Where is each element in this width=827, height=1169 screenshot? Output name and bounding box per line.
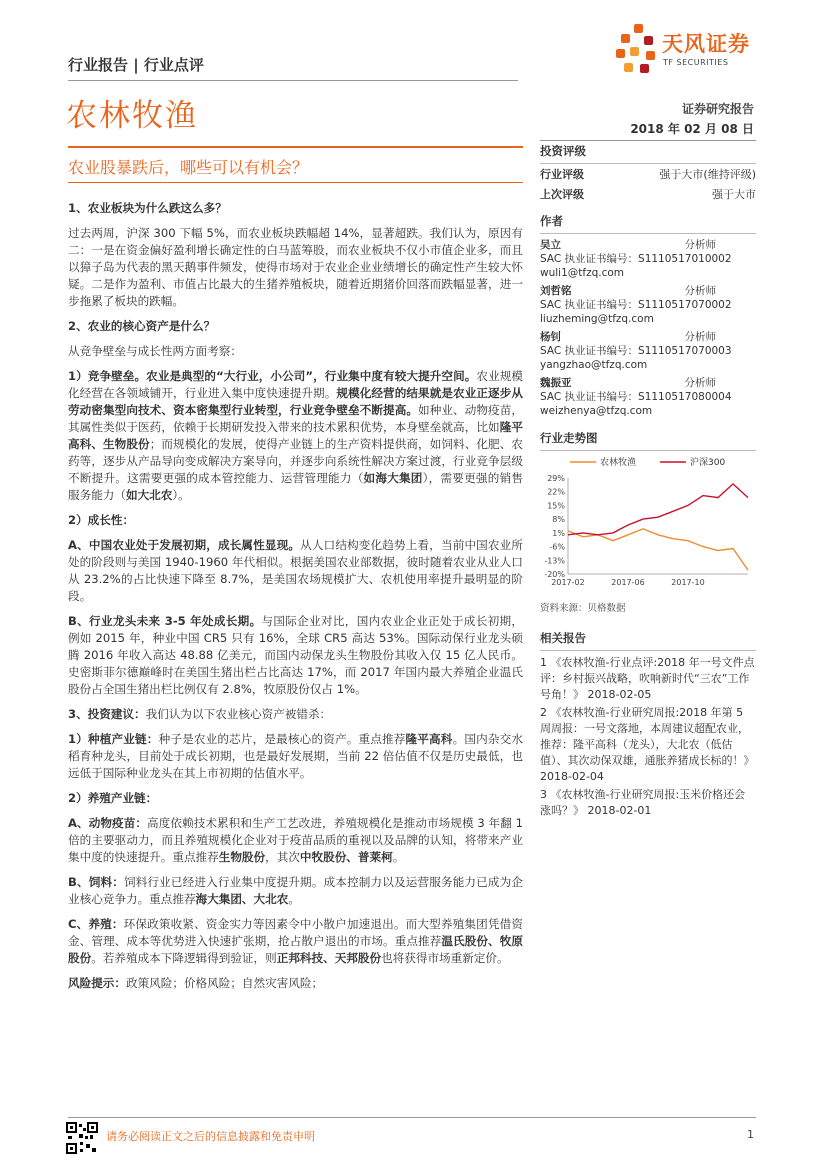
author-section: [540, 213, 756, 418]
bold-text: 风险提示：: [68, 976, 126, 990]
rating-row: [540, 164, 756, 184]
related-report-link[interactable]: 1 《农林牧渔-行业点评:2018 年一号文件点评：乡村振兴战略，吹响新时代“三农”工作号角！》 2018-02-05: [540, 656, 755, 701]
bold-text: 如大北农: [125, 488, 173, 502]
related-report-link[interactable]: 2 《农林牧渔-行业研究周报:2018 年第 5 周周报：一号文落地，本周建议超配农业，推荐：隆平高科（龙头），大北农（低估值）、其次动保双雄，通胀养猪成长标的！》 2018-02-04: [540, 706, 755, 783]
trend-heading: 行业走势图: [540, 431, 598, 445]
author-name: 刘哲铭: [540, 285, 572, 297]
report-date: 2018 年 02 月 08 日: [630, 122, 754, 136]
text: 从人口结构变化趋势上看，当前中国农业所处的阶段则与美国 1940-1960 年代相似。根据美国农业部数据，彼时随着农业从业人口从 23.2%的占比快速下降至 8.7%，是美国农场规模扩大、农机使用率提升最明显的阶段。: [68, 538, 523, 603]
author-email[interactable]: liuzheming@tfzq.com: [540, 313, 654, 325]
author-role: 分析师: [684, 285, 716, 297]
author: [540, 376, 756, 418]
bold-text: 如海大集团: [363, 471, 423, 485]
author-email[interactable]: weizhenya@tfzq.com: [540, 405, 653, 417]
y-tick-label: -6%: [549, 542, 565, 552]
text: 饲料行业已经进入行业集中度提升期。成本控制力以及运营服务能力已成为企业核心竞争力。重点推荐: [68, 875, 523, 906]
bold-text: 隆平高科、生物股份: [68, 420, 523, 451]
text: 。: [288, 892, 300, 906]
bold-text: B、行业龙头未来 3-5 年处成长期。: [68, 614, 262, 628]
bold-text: 中牧股份、普莱柯: [299, 850, 393, 864]
bold-text: B、饲料：: [68, 875, 124, 889]
author-email[interactable]: yangzhao@tfzq.com: [540, 359, 648, 371]
text: 。若养殖成本下降逻辑得到验证，则: [91, 951, 277, 965]
author-name: 吴立: [540, 239, 561, 251]
qr-code-icon: [66, 1122, 98, 1154]
bold-text: 隆平高科: [405, 732, 453, 746]
paragraph: [68, 916, 523, 967]
text: ）。: [172, 488, 190, 502]
related-heading: 相关报告: [540, 631, 586, 645]
author-email[interactable]: wuli1@tfzq.com: [540, 267, 625, 279]
section-heading: 2、农业的核心资产是什么？: [68, 319, 216, 333]
rating-section: [540, 143, 756, 204]
text: ），需要更强的销售服务能力（: [68, 471, 523, 502]
author-cert: SAC 执业证书编号：S1110517070003: [540, 345, 732, 357]
sidebar-rule: [540, 140, 756, 141]
title-bottom-rule: [68, 182, 523, 183]
x-tick-label: 2017-06: [611, 578, 645, 587]
text: 农业规模化经营在各领域铺开，行业进入集中度快速提升期。: [68, 369, 523, 400]
bold-text: 正邦科技、天邦股份: [276, 951, 382, 965]
doc-type: 行业报告 | 行业点评: [68, 56, 204, 74]
text: 。: [392, 850, 405, 864]
text: ；而规模化的发展，使得产业链上的生产资料提供商，如饲料、化肥、农药等，逐步从产品导向变成解决方案导向，并逐步向系统性解决方案过渡，行业竞争层级不断提升。这需要更强的成本管控能力、运营管理能力（: [68, 437, 523, 485]
y-tick-label: 15%: [547, 501, 565, 511]
sector-title: 农林牧渔: [66, 98, 198, 134]
bold-text: 1）种植产业链：: [68, 732, 159, 746]
tf-logo-icon: [612, 22, 660, 78]
paragraph: [68, 975, 523, 992]
y-tick-label: 1%: [552, 528, 565, 538]
rating-value: 强于大市(维持评级): [659, 168, 756, 181]
author-role: 分析师: [684, 331, 716, 343]
paragraph: [68, 537, 523, 605]
sub-heading: 2）成长性：: [68, 513, 135, 527]
text: 我们认为以下农业核心资产被错杀：: [145, 707, 332, 721]
x-tick-label: 2017-10: [671, 578, 705, 587]
related-section: [540, 630, 756, 821]
author-heading: 作者: [540, 214, 563, 228]
paragraph: [68, 368, 523, 504]
author-role: 分析师: [684, 239, 716, 251]
bold-text: A、动物疫苗：: [68, 816, 148, 830]
y-tick-label: -20%: [544, 570, 565, 579]
paragraph: 过去两周，沪深 300 下幅 5%，而农业板块跌幅超 14%，显著超跌。我们认为，原因有二：一是在资金偏好盈利增长确定性的白马蓝筹股，而农业板块不仅小市值企业多，而且以獐子岛为代表的黑天鹅事件频发，使得市场对于农业企业业绩增长的确定性产生较大怀疑。二是作为盈利、市值占比最大的生猪养殖板块，随着近期猪价回落而跌幅显著，进一步拖累了板块的跌幅。: [68, 226, 523, 308]
rating-row: [540, 184, 756, 204]
author-name: 魏振亚: [540, 377, 572, 389]
paragraph: 从竞争壁垒与成长性两方面考察：: [68, 344, 242, 358]
author-cert: SAC 执业证书编号：S1110517010002: [540, 253, 732, 265]
logo-text-en: TF SECURITIES: [663, 58, 729, 67]
trend-chart: [540, 452, 756, 592]
text: 政策风险；价格风险；自然灾害风险；: [125, 976, 324, 990]
x-tick-label: 2017-02: [551, 578, 585, 587]
report-title: 农业股暴跌后，哪些可以有机会？: [68, 158, 309, 177]
sub-heading: 2）养殖产业链：: [68, 791, 158, 805]
disclaimer-note: 请务必阅读正文之后的信息披露和免责申明: [106, 1130, 315, 1143]
trend-section: [540, 430, 756, 451]
rating-label: 上次评级: [540, 188, 584, 201]
bold-text: 规模化经营的结果就是农业正逐步从劳动密集型向技术、资本密集型行业转型，行业竞争壁垒不断提高。: [68, 386, 523, 417]
rating-label: 行业评级: [540, 168, 584, 181]
report-label: 证券研究报告: [681, 102, 754, 116]
text: ，其次: [265, 850, 300, 864]
author: [540, 238, 756, 280]
author-cert: SAC 执业证书编号：S1110517080004: [540, 391, 732, 403]
paragraph: [68, 874, 523, 908]
footer-rule: [68, 1117, 756, 1118]
logo-text: 天风证券: [662, 32, 750, 56]
text: 也将获得市场重新定价。: [381, 951, 509, 965]
y-tick-label: -13%: [544, 556, 565, 566]
author-role: 分析师: [684, 377, 716, 389]
y-tick-label: 22%: [547, 487, 565, 497]
paragraph: [68, 613, 523, 698]
text: 与国际企业对比，国内农业企业正处于成长初期，例如 2015 年，种业中国 CR5 只有 16%，全球 CR5 高达 53%。国际动保行业龙头硕腾 2016 年收入高达 48.88 亿美元，而国内动保龙头生物股份其收入仅 15 亿人民币。史密斯菲尔德巅峰时在美国生猪出栏占比高达 17%，而 2017 年国内最大养殖企业温氏股份占全国生猪出栏比例仅有 2.8%，牧原股份仅占 1%。: [68, 614, 523, 696]
series-line: [568, 484, 748, 535]
rating-heading: 投资评级: [540, 144, 586, 158]
bold-text: 生物股份: [218, 850, 266, 864]
author: [540, 284, 756, 326]
rating-value: 强于大市: [712, 188, 756, 201]
text: 种子是农业的芯片，是最核心的资产。重点推荐: [158, 732, 406, 746]
bold-text: C、养殖：: [68, 917, 124, 931]
bold-text: 海大集团、大北农: [195, 892, 289, 906]
title-top-rule: [68, 146, 523, 148]
author-cert: SAC 执业证书编号：S1110517070002: [540, 299, 732, 311]
main-body: [68, 200, 523, 1000]
related-report-link[interactable]: 3 《农林牧渔-行业研究周报:玉米价格还会涨吗？》 2018-02-01: [540, 788, 746, 817]
header-divider: [68, 80, 518, 81]
legend-label: 沪深300: [690, 458, 726, 468]
author-name: 杨钊: [540, 331, 561, 343]
bold-text: A、中国农业处于发展初期，成长属性显现。: [68, 538, 301, 552]
page-number: 1: [747, 1128, 754, 1141]
paragraph: [68, 731, 523, 782]
text: 。国内杂交水稻育种龙头，目前处于成长初期，也是最好发展期，当前 22 倍估值不仅是历史最低，也远低于国际种业龙头在其上市初期的估值水平。: [68, 732, 523, 780]
section-heading: 1、农业板块为什么跌这么多？: [68, 201, 227, 215]
y-tick-label: 8%: [552, 515, 565, 525]
bold-text: 温氏股份、牧原股份: [68, 934, 523, 965]
bold-text: 3、投资建议：: [68, 707, 146, 721]
paragraph: [68, 815, 523, 866]
text: 环保政策收紧、资金实力等因素令中小散户加速退出。而大型养殖集团凭借资金、管理、成本等优势进入快速扩张期，抢占散户退出的市场。重点推荐: [68, 917, 523, 948]
text: 高度依赖技术累积和生产工艺改进，养殖规模化是推动市场规模 3 年翻 1 倍的主要驱动力，而且养殖规模化企业对于疫苗品质的重视以及品牌的认知，将带来产业集中度的快速提升。重点推荐: [68, 816, 523, 864]
chart-source: 资料来源：贝格数据: [540, 603, 626, 614]
bold-text: 1）竞争壁垒。农业是典型的“大行业，小公司”，行业集中度有较大提升空间。: [68, 369, 477, 383]
text: 如种业、动物疫苗，其属性类似于医药，依赖于长期研发投入带来的技术累积优势，本身壁垒就高，比如: [68, 403, 523, 434]
paragraph: [68, 706, 523, 723]
y-tick-label: 29%: [547, 474, 565, 483]
legend-label: 农林牧渔: [600, 458, 637, 468]
author: [540, 330, 756, 372]
